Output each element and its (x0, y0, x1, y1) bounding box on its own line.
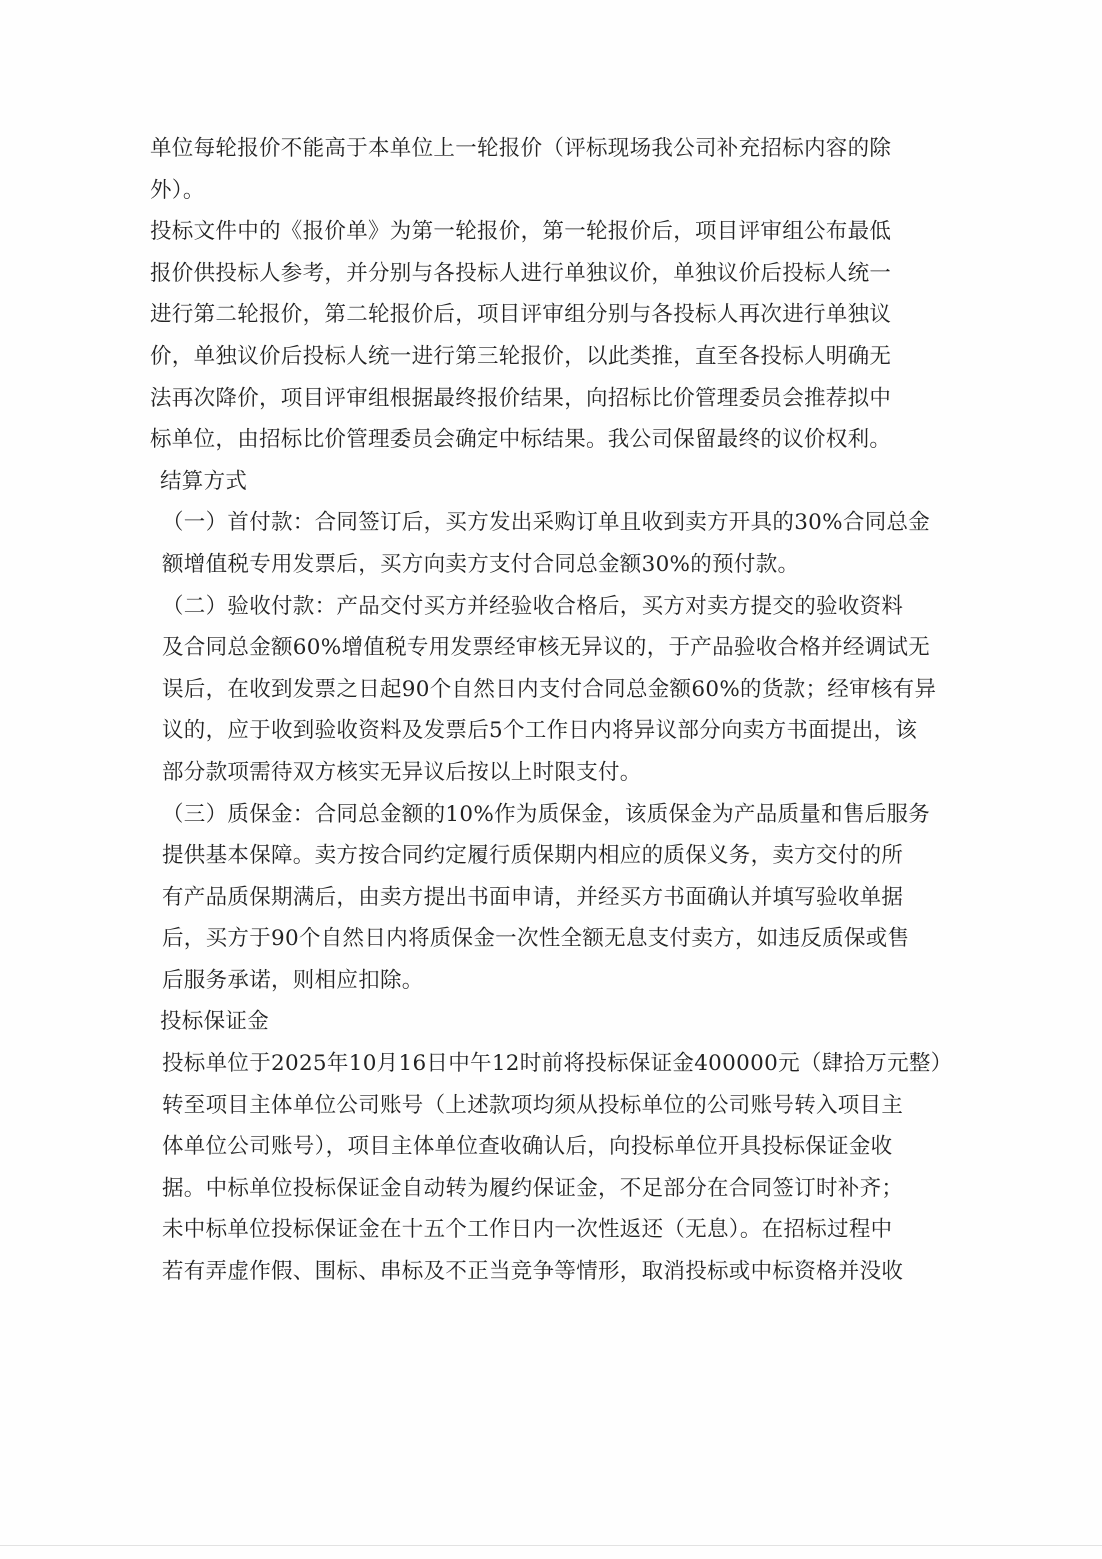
text-line: 未中标单位投标保证金在十五个工作日内一次性返还（无息）。在招标过程中 (162, 1217, 893, 1243)
page-edge-divider (0, 1545, 1102, 1546)
text-line: 误后，在收到发票之日起90个自然日内支付合同总金额60%的货款；经审核有异 (162, 676, 937, 702)
text-line: 单位每轮报价不能高于本单位上一轮报价（评标现场我公司补充招标内容的除 (150, 136, 892, 161)
text-line: 投标单位于2025年10月16日中午12时前将投标保证金400000元（肆拾万元整） (162, 1051, 953, 1077)
text-line: 据。中标单位投标保证金自动转为履约保证金，不足部分在合同签订时补齐； (162, 1175, 904, 1201)
text-line: （二）验收付款：产品交付买方并经验收合格后，买方对卖方提交的验收资料 (162, 593, 904, 619)
section-heading-bid-bond: 投标保证金 (160, 1009, 270, 1035)
text-line: 报价供投标人参考，并分别与各投标人进行单独议价，单独议价后投标人统一 (150, 260, 892, 286)
text-line: 价，单独议价后投标人统一进行第三轮报价，以此类推，直至各投标人明确无 (150, 343, 892, 369)
text-line: 进行第二轮报价，第二轮报价后，项目评审组分别与各投标人再次进行单独议 (150, 302, 892, 328)
section-heading-settlement: 结算方式 (160, 468, 248, 494)
text-line: 若有弄虚作假、围标、串标及不正当竞争等情形，取消投标或中标资格并没收 (162, 1259, 904, 1285)
text-line: （一）首付款：合同签订后，买方发出采购订单且收到卖方开具的30%合同总金 (162, 510, 931, 536)
text-line: 额增值税专用发票后，买方向卖方支付合同总金额30%的预付款。 (162, 551, 800, 577)
text-line: 议的，应于收到验收资料及发票后5个工作日内将异议部分向卖方书面提出，该 (162, 718, 918, 744)
text-line: 体单位公司账号），项目主体单位查收确认后，向投标单位开具投标保证金收 (162, 1134, 893, 1160)
text-line: 后服务承诺，则相应扣除。 (162, 967, 424, 993)
text-line: 标单位，由招标比价管理委员会确定中标结果。我公司保留最终的议价权利。 (150, 427, 892, 453)
text-line: 后，买方于90个自然日内将质保金一次性全额无息支付卖方，如违反质保或售 (162, 926, 910, 952)
text-line: 外）。 (150, 177, 205, 203)
text-line: 提供基本保障。卖方按合同约定履行质保期内相应的质保义务，卖方交付的所 (162, 843, 904, 869)
text-line: 转至项目主体单位公司账号（上述款项均须从投标单位的公司账号转入项目主 (162, 1092, 904, 1118)
text-line: 部分款项需待双方核实无异议后按以上时限支付。 (162, 759, 642, 785)
text-line: （三）质保金：合同总金额的10%作为质保金，该质保金为产品质量和售后服务 (162, 801, 931, 827)
document-body (150, 128, 953, 1293)
text-line: 有产品质保期满后，由卖方提出书面申请，并经买方书面确认并填写验收单据 (162, 884, 904, 910)
text-line: 投标文件中的《报价单》为第一轮报价，第一轮报价后，项目评审组公布最低 (150, 219, 892, 245)
text-line: 及合同总金额60%增值税专用发票经审核无异议的，于产品验收合格并经调试无 (162, 635, 931, 661)
text-line: 法再次降价，项目评审组根据最终报价结果，向招标比价管理委员会推荐拟中 (150, 385, 892, 411)
